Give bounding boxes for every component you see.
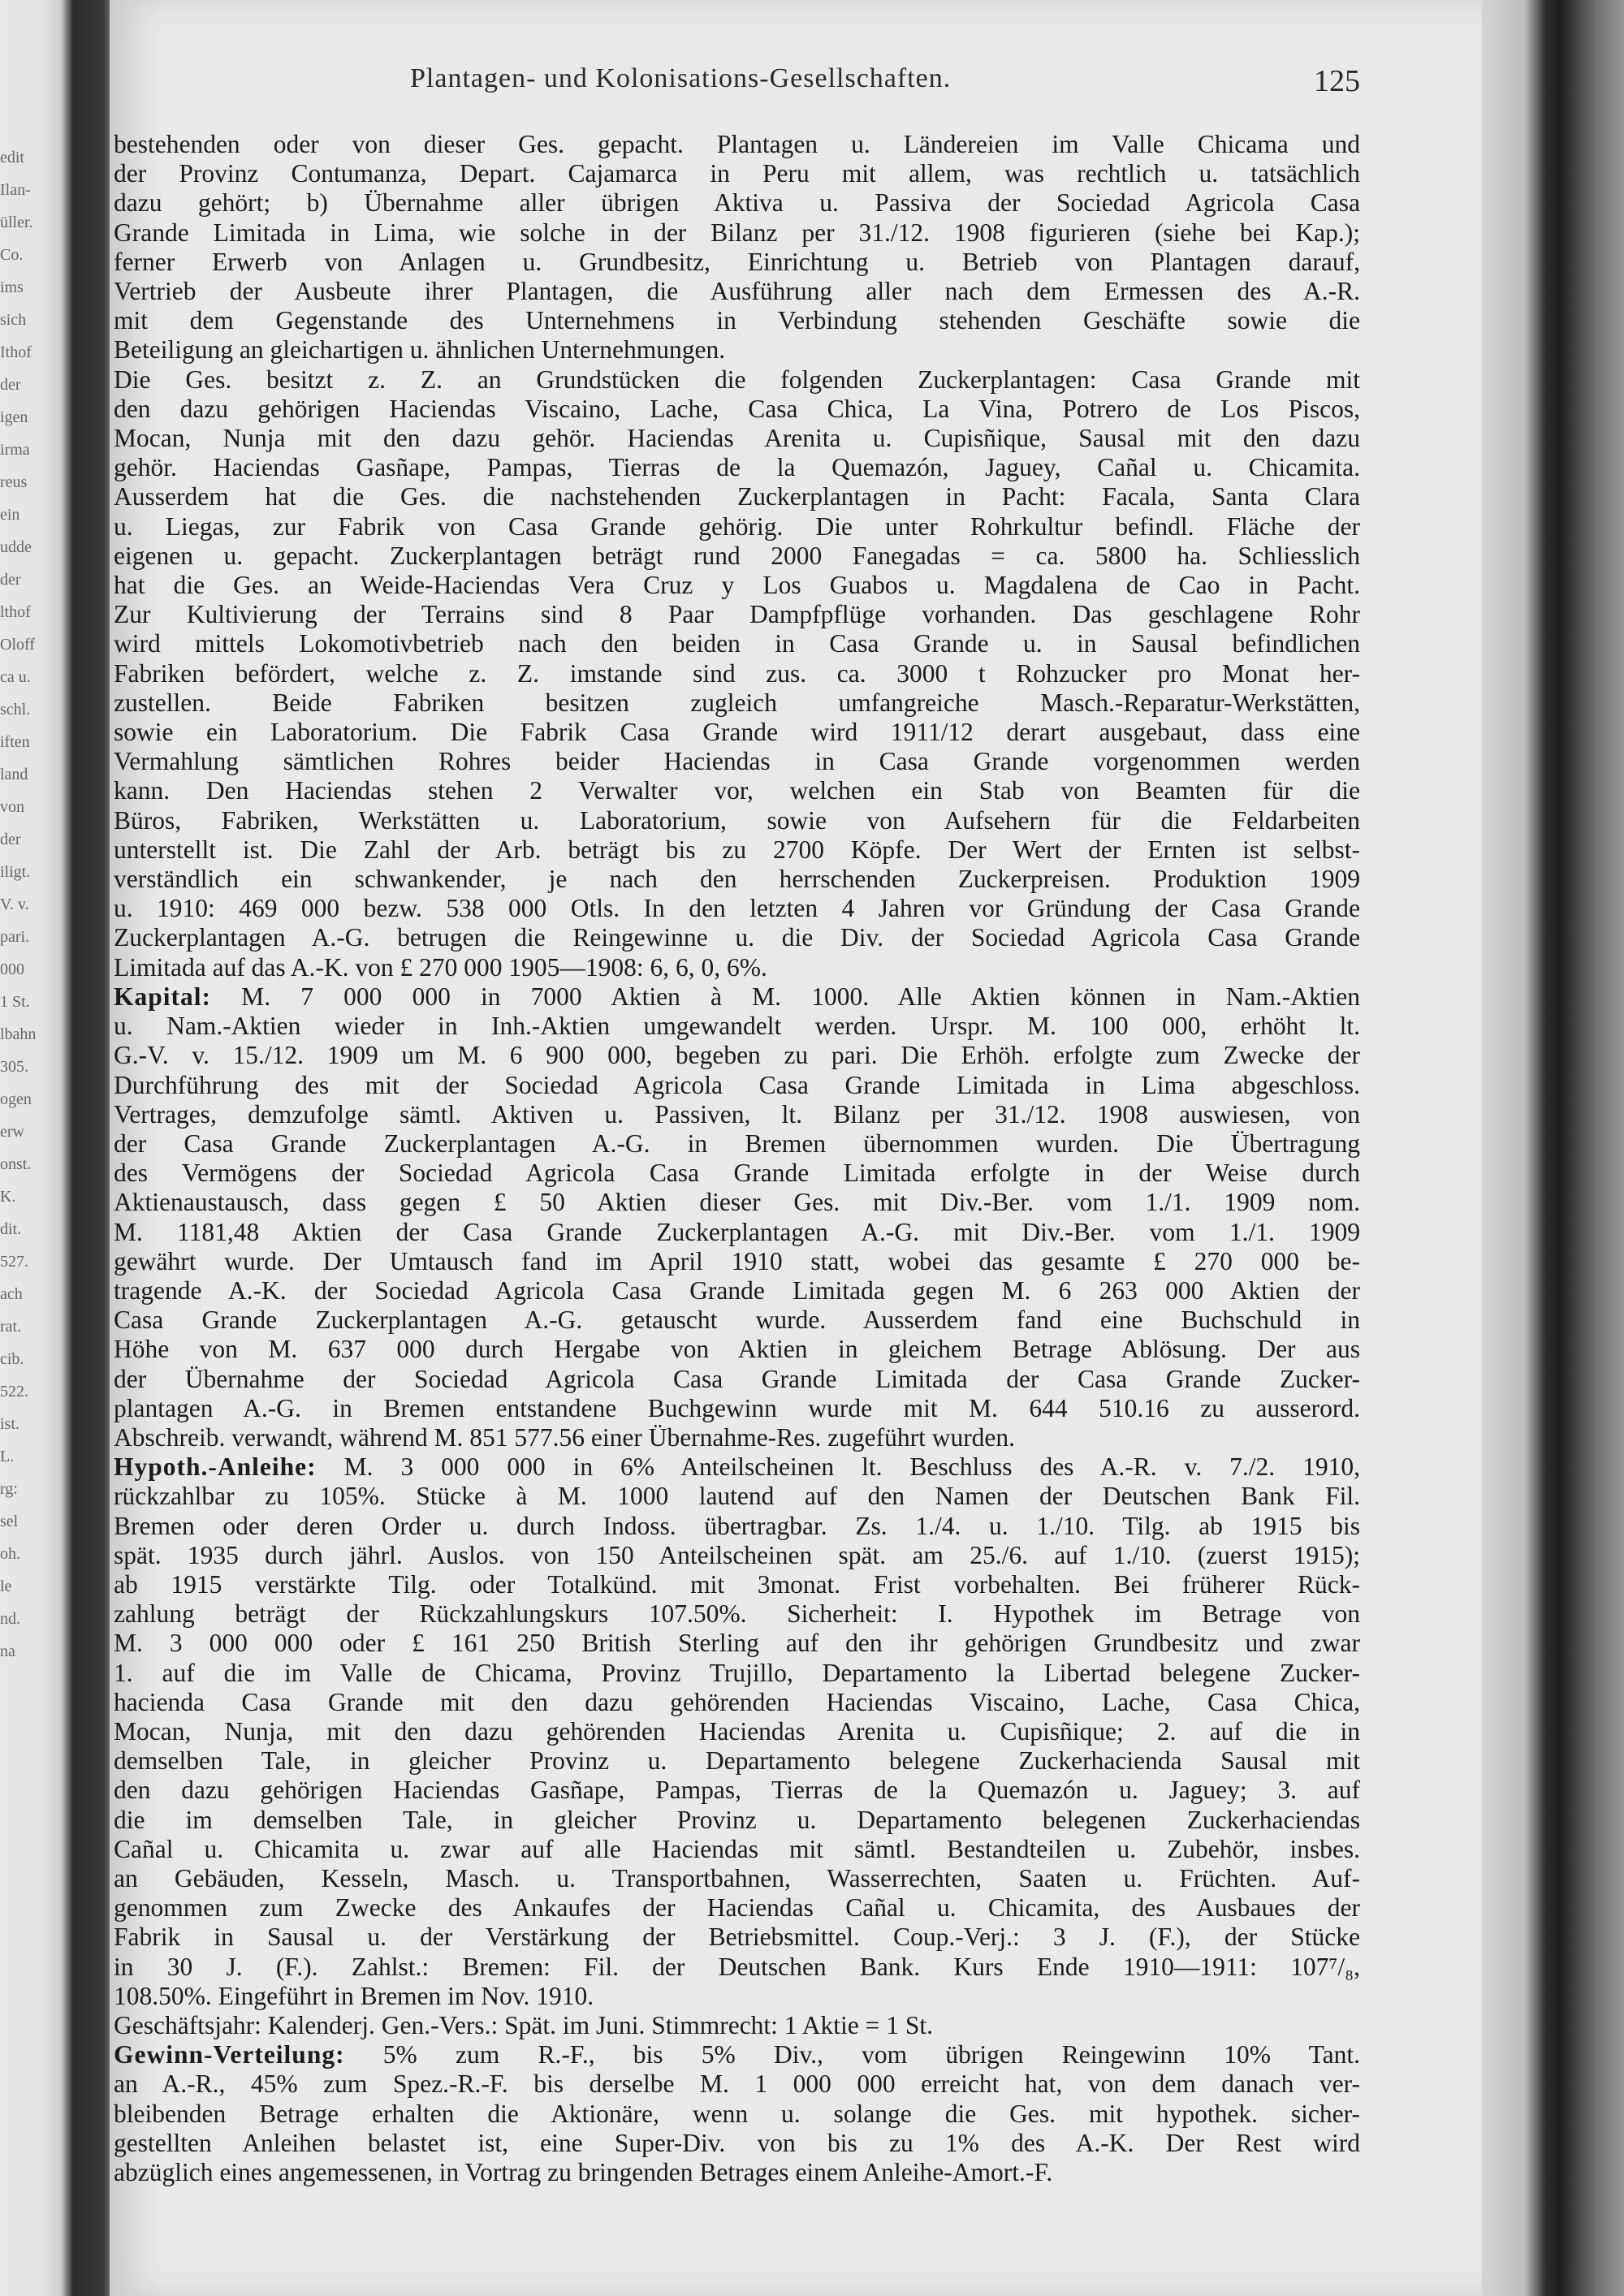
margin-fragment: Co. xyxy=(0,246,24,264)
line-text: an Gebäuden, Kesseln, Masch. u. Transportbahnen, Wasserrechten, Saaten u. Früchten. Auf- xyxy=(114,1863,1360,1892)
text-line xyxy=(114,2158,1360,2187)
text-line xyxy=(114,130,1360,159)
line-text: sowie ein Laboratorium. Die Fabrik Casa Grande wird 1911/12 derart ausgebaut, dass eine xyxy=(114,718,1360,747)
line-text: u. Liegas, zur Fabrik von Casa Grande gehörig. Die unter Rohrkultur befindl. Fläche der xyxy=(114,511,1360,541)
line-text: wird mittels Lokomotivbetrieb nach den beiden in Casa Grande u. in Sausal befindlichen xyxy=(114,629,1360,658)
text-line xyxy=(114,1688,1360,1717)
text-line xyxy=(114,982,1360,1012)
margin-fragment: nd. xyxy=(0,1610,20,1628)
line-text: gehör. Haciendas Gasñape, Pampas, Tierras de la Quemazón, Jaguey, Cañal u. Chicamita. xyxy=(114,453,1360,482)
text-line xyxy=(114,395,1360,424)
margin-fragment: üller. xyxy=(0,214,33,231)
text-line xyxy=(114,894,1360,923)
margin-fragment: K. xyxy=(0,1188,16,1206)
line-text: eigenen u. gepacht. Zuckerplantagen beträgt rund 2000 Fanegadas = ca. 5800 ha. Schliesslich xyxy=(114,541,1360,570)
line-text: hat die Ges. an Weide-Haciendas Vera Cruz y Los Guabos u. Magdalena de Cao in Pacht. xyxy=(114,571,1360,600)
text-line xyxy=(114,835,1360,865)
text-line xyxy=(114,865,1360,894)
text-line xyxy=(114,953,1360,982)
text-line xyxy=(114,1306,1360,1335)
line-text: mit dem Gegenstande des Unternehmens in Verbindung stehenden Geschäfte sowie die xyxy=(114,306,1360,335)
text-line xyxy=(114,659,1360,688)
text-line xyxy=(114,1071,1360,1100)
text-line xyxy=(114,2069,1360,2099)
line-text: Die Ges. besitzt z. Z. an Grundstücken die folgenden Zuckerplantagen: Casa Grande mit xyxy=(114,365,1360,394)
text-line xyxy=(114,1365,1360,1394)
text-line xyxy=(114,1452,1360,1482)
line-text: rückzahlbar zu 105%. Stücke à M. 1000 lautend auf den Namen der Deutschen Bank Fil. xyxy=(114,1482,1360,1511)
line-text: Geschäftsjahr: Kalenderj. Gen.-Vers.: Spät. im Juni. Stimmrecht: 1 Aktie = 1 St. xyxy=(114,2011,933,2039)
text-line xyxy=(114,1893,1360,1923)
text-line xyxy=(114,188,1360,218)
text-line xyxy=(114,1041,1360,1070)
line-text: den dazu gehörigen Haciendas Viscaino, Lache, Casa Chica, La Vina, Potrero de Los Piscos, xyxy=(114,394,1360,423)
line-text: Beteiligung an gleichartigen u. ähnlichen Unternehmungen. xyxy=(114,335,726,365)
text-line xyxy=(114,806,1360,835)
text-line xyxy=(114,1599,1360,1629)
margin-fragment: iligt. xyxy=(0,863,31,881)
line-text: M. 3 000 000 in 6% Anteilscheinen lt. Beschluss des A.-R. v. 7./2. 1910, xyxy=(316,1452,1360,1482)
text-line xyxy=(114,248,1360,277)
margin-fragment: der xyxy=(0,831,21,848)
line-text: 5% zum R.-F., bis 5% Div., vom übrigen Reingewinn 10% Tant. xyxy=(344,2040,1360,2069)
text-line xyxy=(114,1541,1360,1570)
line-text: Limitada auf das A.-K. von £ 270 000 1905—1908: 6, 6, 0, 6%. xyxy=(114,952,767,982)
line-text: gestellten Anleihen belastet ist, eine Super-Div. von bis zu 1% des A.-K. Der Rest wird xyxy=(114,2128,1360,2157)
line-text: plantagen A.-G. in Bremen entstandene Buchgewinn wurde mit M. 644 510.16 zu ausserord. xyxy=(114,1393,1360,1422)
line-text: ab 1915 verstärkte Tilg. oder Totalkünd. mit 3monat. Frist vorbehalten. Bei früherer Rück- xyxy=(114,1569,1360,1599)
line-text: gewährt wurde. Der Umtausch fand im April 1910 statt, wobei das gesamte £ 270 000 be- xyxy=(114,1246,1360,1275)
section-heading: Kapital: xyxy=(114,982,212,1011)
margin-fragment: rat. xyxy=(0,1318,22,1336)
section-heading: Hypoth.-Anleihe: xyxy=(114,1452,317,1482)
text-line xyxy=(114,1746,1360,1776)
margin-fragment: land xyxy=(0,766,28,783)
text-line xyxy=(114,1276,1360,1306)
line-text: zustellen. Beide Fabriken besitzen zugleich umfangreiche Masch.-Reparatur-Werkstätten, xyxy=(114,688,1360,717)
text-line xyxy=(114,1659,1360,1688)
margin-fragment: Ithof xyxy=(0,343,32,361)
margin-fragment: von xyxy=(0,798,24,816)
margin-fragment: irma xyxy=(0,441,30,459)
text-line xyxy=(114,335,1360,365)
line-text: Grande Limitada in Lima, wie solche in der Bilanz per 31./12. 1908 figurieren (siehe bei Kap.); xyxy=(114,218,1360,247)
margin-fragment: Oloff xyxy=(0,636,35,654)
line-text: Büros, Fabriken, Werkstätten u. Laboratorium, sowie von Aufsehern für die Feldarbeiten xyxy=(114,805,1360,835)
section-heading: Gewinn-Verteilung: xyxy=(114,2040,345,2069)
margin-fragment: reus xyxy=(0,473,28,491)
text-line xyxy=(114,1482,1360,1511)
text-line xyxy=(114,747,1360,776)
margin-fragment: der xyxy=(0,571,21,589)
margin-fragment: cib. xyxy=(0,1350,24,1368)
text-line xyxy=(114,2129,1360,2158)
margin-fragment: pari. xyxy=(0,928,30,946)
line-text: M. 3 000 000 oder £ 161 250 British Sterling auf den ihr gehörigen Grundbesitz und zwar xyxy=(114,1629,1360,1658)
margin-fragment: 000 xyxy=(0,960,24,978)
line-text: Zur Kultivierung der Terrains sind 8 Paar Dampfpflüge vorhanden. Das geschlagene Rohr xyxy=(114,600,1360,629)
line-text: Fabrik in Sausal u. der Verstärkung der Betriebsmittel. Coup.-Verj.: 3 J. (F.), der Stücke xyxy=(114,1923,1360,1952)
text-line xyxy=(114,688,1360,718)
line-text: genommen zum Zwecke des Ankaufes der Haciendas Cañal u. Chicamita, des Ausbaues der xyxy=(114,1893,1360,1923)
line-text: in 30 J. (F.). Zahlst.: Bremen: Fil. der Deutschen Bank. Kurs Ende 1910—1911: 107⁷/₈, xyxy=(114,1952,1360,1981)
margin-fragment: edit xyxy=(0,149,24,166)
line-text: Abschreib. verwandt, während M. 851 577.56 einer Übernahme-Res. zugeführt wurden. xyxy=(114,1422,1016,1452)
left-page-fragment-text xyxy=(0,146,57,2225)
text-line xyxy=(114,1512,1360,1541)
running-head xyxy=(268,63,1360,104)
text-line xyxy=(114,1218,1360,1247)
text-line xyxy=(114,542,1360,571)
text-line xyxy=(114,2040,1360,2069)
margin-fragment: 522. xyxy=(0,1383,28,1400)
line-text: verständlich ein schwankender, je nach den herrschenden Zuckerpreisen. Produktion 1909 xyxy=(114,865,1360,894)
text-line xyxy=(114,365,1360,395)
margin-fragment: L. xyxy=(0,1448,15,1465)
margin-fragment: V. v. xyxy=(0,896,29,913)
line-text: Bremen oder deren Order u. durch Indoss. übertragbar. Zs. 1./4. u. 1./10. Tilg. ab 1915 bis xyxy=(114,1511,1360,1540)
line-text: hacienda Casa Grande mit den dazu gehörenden Haciendas Viscaino, Lache, Casa Chica, xyxy=(114,1687,1360,1716)
margin-fragment: na xyxy=(0,1642,15,1660)
line-text: 1. auf die im Valle de Chicama, Provinz Trujillo, Departamento la Libertad belegene Zucker- xyxy=(114,1658,1360,1687)
line-text: Fabriken befördert, welche z. Z. imstande sind zus. ca. 3000 t Rohzucker pro Monat her- xyxy=(114,658,1360,688)
margin-fragment: ogen xyxy=(0,1090,32,1108)
line-text: den dazu gehörigen Haciendas Gasñape, Pampas, Tierras de la Quemazón u. Jaguey; 3. auf xyxy=(114,1776,1360,1805)
margin-fragment: iften xyxy=(0,733,30,751)
line-text: der Casa Grande Zuckerplantagen A.-G. in Bremen übernommen wurden. Die Übertragung xyxy=(114,1129,1360,1158)
text-line xyxy=(114,218,1360,248)
line-text: Ausserdem hat die Ges. die nachstehenden Zuckerplantagen in Pacht: Facala, Santa Clara xyxy=(114,482,1360,511)
text-line xyxy=(114,424,1360,453)
line-text: Cañal u. Chicamita u. zwar auf alle Haciendas mit sämtl. Bestandteilen u. Zubehör, insbes. xyxy=(114,1834,1360,1863)
text-line xyxy=(114,453,1360,482)
text-line xyxy=(114,1953,1360,1982)
margin-fragment: oh. xyxy=(0,1545,20,1563)
text-line xyxy=(114,629,1360,658)
text-line xyxy=(114,482,1360,511)
margin-fragment: ca u. xyxy=(0,668,31,686)
margin-fragment: schl. xyxy=(0,701,31,719)
text-line xyxy=(114,1776,1360,1805)
text-line xyxy=(114,159,1360,188)
text-line xyxy=(114,1188,1360,1217)
margin-fragment: ist. xyxy=(0,1415,19,1433)
line-text: der Provinz Contumanza, Depart. Cajamarca in Peru mit allem, was rechtlich u. tatsächlich xyxy=(114,159,1360,188)
line-text: kann. Den Haciendas stehen 2 Verwalter vor, welchen ein Stab von Beamten für die xyxy=(114,776,1360,805)
line-text: Casa Grande Zuckerplantagen A.-G. getauscht wurde. Ausserdem fand eine Buchschuld in xyxy=(114,1306,1360,1335)
right-page-edge xyxy=(1482,0,1624,2296)
text-line xyxy=(114,1835,1360,1864)
margin-fragment: der xyxy=(0,376,21,394)
text-line xyxy=(114,1423,1360,1452)
text-line xyxy=(114,306,1360,335)
line-text: die im demselben Tale, in gleicher Provinz u. Departamento belegenen Zuckerhaciendas xyxy=(114,1805,1360,1834)
line-text: tragende A.-K. der Sociedad Agricola Casa Grande Limitada gegen M. 6 263 000 Aktien der xyxy=(114,1275,1360,1305)
text-line xyxy=(114,1129,1360,1159)
line-text: an A.-R., 45% zum Spez.-R.-F. bis derselbe M. 1 000 000 erreicht hat, von dem danach ver- xyxy=(114,2069,1360,2099)
line-text: abzüglich eines angemessenen, in Vortrag zu bringenden Betrages einem Anleihe-Amort.-F. xyxy=(114,2158,1053,2187)
line-text: Vertrieb der Ausbeute ihrer Plantagen, die Ausführung aller nach dem Ermessen des A.-R. xyxy=(114,277,1360,306)
text-line xyxy=(114,600,1360,629)
line-text: bestehenden oder von dieser Ges. gepacht. Plantagen u. Ländereien im Valle Chicama und xyxy=(114,130,1360,158)
margin-fragment: sel xyxy=(0,1513,19,1530)
margin-fragment: igen xyxy=(0,408,28,426)
text-line xyxy=(114,1806,1360,1835)
line-text: Mocan, Nunja mit den dazu gehör. Haciendas Arenita u. Cupisñique, Sausal mit den dazu xyxy=(114,424,1360,453)
margin-fragment: lthof xyxy=(0,603,31,621)
text-line xyxy=(114,1012,1360,1041)
text-line xyxy=(114,923,1360,952)
text-line xyxy=(114,1864,1360,1893)
text-line xyxy=(114,1923,1360,1952)
line-text: Höhe von M. 637 000 durch Hergabe von Aktien in gleichem Betrage Ablösung. Der aus xyxy=(114,1335,1360,1364)
line-text: Aktienaustausch, dass gegen £ 50 Aktien dieser Ges. mit Div.-Ber. vom 1./1. 1909 nom. xyxy=(114,1188,1360,1217)
text-line xyxy=(114,1982,1360,2011)
text-line xyxy=(114,2011,1360,2040)
margin-fragment: ims xyxy=(0,278,24,296)
text-line xyxy=(114,1247,1360,1276)
margin-fragment: udde xyxy=(0,538,32,556)
text-line xyxy=(114,277,1360,306)
text-line xyxy=(114,1100,1360,1129)
body-text xyxy=(114,130,1360,2187)
margin-fragment: rg: xyxy=(0,1480,18,1498)
text-line xyxy=(114,1394,1360,1423)
page-number: 125 xyxy=(1314,64,1360,98)
line-text: unterstellt ist. Die Zahl der Arb. beträgt bis zu 2700 Köpfe. Der Wert der Ernten ist selbst- xyxy=(114,835,1360,864)
margin-fragment: 1 St. xyxy=(0,993,30,1011)
line-text: M. 1181,48 Aktien der Casa Grande Zuckerplantagen A.-G. mit Div.-Ber. vom 1./1. 1909 xyxy=(114,1217,1360,1246)
margin-fragment: Ilan- xyxy=(0,181,31,199)
line-text: des Vermögens der Sociedad Agricola Casa Grande Limitada erfolgte in der Weise durch xyxy=(114,1159,1360,1188)
text-line xyxy=(114,2100,1360,2129)
running-title: Plantagen- und Kolonisations-Gesellschaften. xyxy=(410,63,952,93)
margin-fragment: 527. xyxy=(0,1253,28,1271)
line-text: Mocan, Nunja, mit den dazu gehörenden Haciendas Arenita u. Cupisñique; 2. auf die in xyxy=(114,1716,1360,1746)
margin-fragment: ach xyxy=(0,1285,23,1303)
line-text: ferner Erwerb von Anlagen u. Grundbesitz, Einrichtung u. Betrieb von Plantagen darauf, xyxy=(114,247,1360,276)
text-line xyxy=(114,1159,1360,1188)
text-line xyxy=(114,571,1360,600)
line-text: M. 7 000 000 in 7000 Aktien à M. 1000. Alle Aktien können in Nam.-Aktien xyxy=(211,982,1360,1011)
margin-fragment: erw xyxy=(0,1123,24,1141)
line-text: Zuckerplantagen A.-G. betrugen die Reingewinne u. die Div. der Sociedad Agricola Casa Grande xyxy=(114,923,1360,952)
margin-fragment: ein xyxy=(0,506,20,524)
text-line xyxy=(114,1629,1360,1658)
margin-fragment: 305. xyxy=(0,1058,28,1076)
line-text: 108.50%. Eingeführt in Bremen im Nov. 1910. xyxy=(114,1981,594,2010)
margin-fragment: le xyxy=(0,1577,12,1595)
line-text: u. 1910: 469 000 bezw. 538 000 Otls. In den letzten 4 Jahren vor Gründung der Casa Grande xyxy=(114,894,1360,923)
line-text: u. Nam.-Aktien wieder in Inh.-Aktien umgewandelt werden. Urspr. M. 100 000, erhöht lt. xyxy=(114,1012,1360,1041)
line-text: G.-V. v. 15./12. 1909 um M. 6 900 000, begeben zu pari. Die Erhöh. erfolgte zum Zwecke der xyxy=(114,1041,1360,1070)
margin-fragment: lbahn xyxy=(0,1025,37,1043)
text-line xyxy=(114,776,1360,805)
line-text: zahlung beträgt der Rückzahlungskurs 107.50%. Sicherheit: I. Hypothek im Betrage von xyxy=(114,1599,1360,1629)
text-line xyxy=(114,512,1360,542)
line-text: der Übernahme der Sociedad Agricola Casa Grande Limitada der Casa Grande Zucker- xyxy=(114,1364,1360,1393)
line-text: Vermahlung sämtlichen Rohres beider Haciendas in Casa Grande vorgenommen werden xyxy=(114,747,1360,776)
line-text: Durchführung des mit der Sociedad Agricola Casa Grande Limitada in Lima abgeschloss. xyxy=(114,1070,1360,1099)
line-text: dazu gehört; b) Übernahme aller übrigen Aktiva u. Passiva der Sociedad Agricola Casa xyxy=(114,188,1360,218)
margin-fragment: onst. xyxy=(0,1155,32,1173)
line-text: spät. 1935 durch jährl. Auslos. von 150 Anteilscheinen spät. am 25./6. auf 1./10. (zuerst 1915); xyxy=(114,1540,1360,1569)
text-line xyxy=(114,718,1360,747)
text-line xyxy=(114,1717,1360,1746)
text-line xyxy=(114,1570,1360,1599)
line-text: demselben Tale, in gleicher Provinz u. Departamento belegene Zuckerhacienda Sausal mit xyxy=(114,1746,1360,1776)
text-line xyxy=(114,1335,1360,1364)
margin-fragment: dit. xyxy=(0,1220,22,1238)
margin-fragment: sich xyxy=(0,311,27,329)
line-text: bleibenden Betrage erhalten die Aktionäre, wenn u. solange die Ges. mit hypothek. sicher- xyxy=(114,2099,1360,2128)
line-text: Vertrages, demzufolge sämtl. Aktiven u. Passiven, lt. Bilanz per 31./12. 1908 auswiesen, von xyxy=(114,1099,1360,1129)
